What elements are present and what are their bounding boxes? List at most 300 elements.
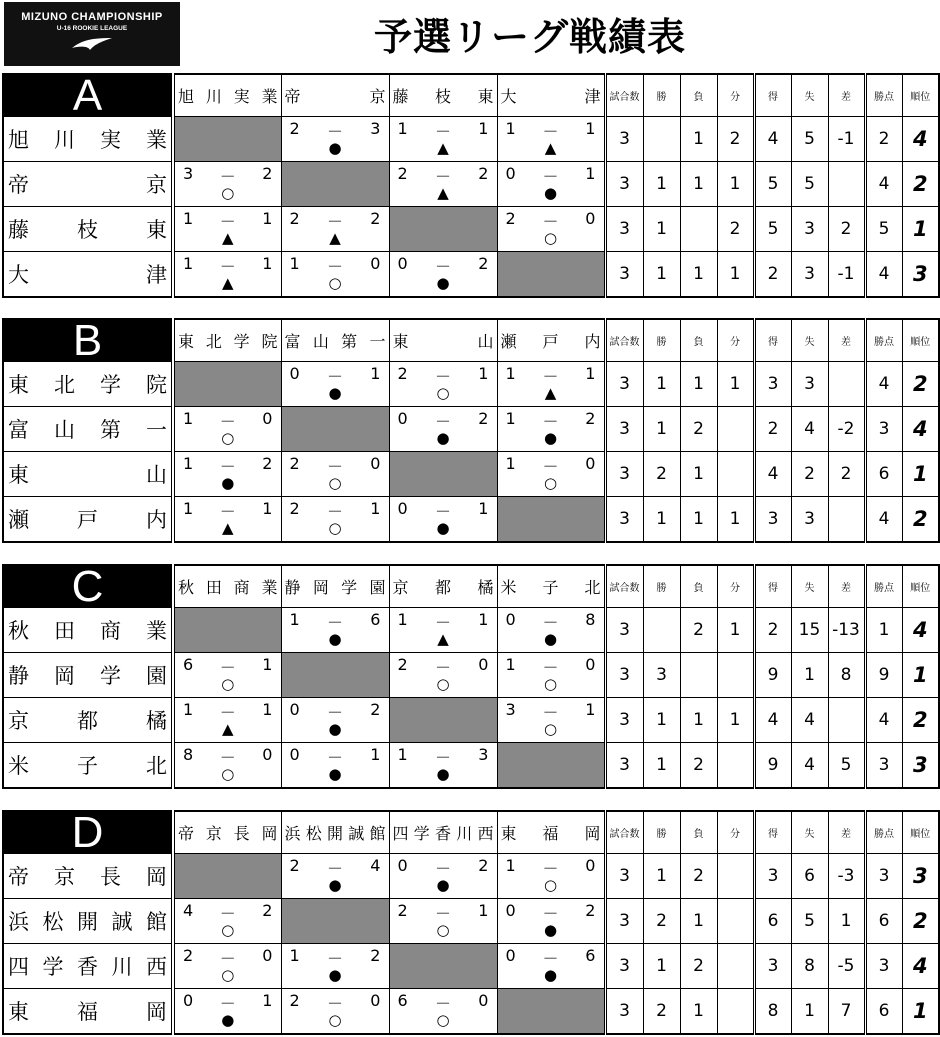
stat-games: 3 [605,653,643,698]
page-title: 予選リーグ戦績表 [374,15,687,59]
stat-wins: 2 [643,899,680,944]
stat-header: 順位 [902,74,939,117]
team-name-text: 瀬 戸 内 [500,332,601,351]
score-home: 1 [183,209,194,228]
win-mark: ○ [328,474,342,492]
score-away: 2 [370,946,381,965]
stat-rank: 3 [902,743,939,789]
stat-wins: 1 [643,497,680,543]
team-name-text: 帝 京 長 岡 [178,824,278,843]
match-result-cell [281,743,389,789]
match-result-cell [173,944,281,989]
draw-mark: ▲ [221,519,234,537]
win-mark: ○ [221,675,235,693]
stat-header: 順位 [902,319,939,362]
score-dash: － [542,859,559,878]
score-away: 0 [478,655,489,674]
stat-goals-against: 6 [791,854,828,899]
team-name-text: 藤 枝 東 [392,87,494,106]
stat-games: 3 [605,743,643,789]
score-home: 0 [289,745,300,764]
score-away: 2 [370,209,381,228]
win-mark: ○ [221,921,235,939]
stat-games: 3 [605,407,643,452]
team-row [3,252,939,298]
stat-games: 3 [605,698,643,743]
score-away: 0 [262,946,273,965]
match-result-cell [497,854,605,899]
stat-goals-for: 2 [754,252,791,298]
stat-goals-for: 8 [754,989,791,1035]
stat-header: 得 [754,319,791,362]
stat-rank: 1 [902,452,939,497]
team-row [3,854,939,899]
match-result-cell [389,989,497,1035]
score-dash: － [326,212,343,231]
stat-losses: 1 [680,252,717,298]
stat-goal-diff: -2 [828,407,865,452]
stat-goal-diff [828,362,865,407]
score-away: 2 [478,856,489,875]
stat-goals-for: 4 [754,698,791,743]
score-home: 0 [397,254,408,273]
stat-goals-against: 1 [791,653,828,698]
league-table-a [2,73,940,298]
self-match-cell [497,743,605,789]
self-match-cell [281,407,389,452]
draw-mark: ▲ [544,384,557,402]
match-result-cell [497,899,605,944]
score-away: 1 [478,119,489,138]
win-mark: ○ [436,1011,450,1029]
score-away: 3 [478,745,489,764]
stat-points: 3 [865,407,902,452]
stat-games: 3 [605,854,643,899]
team-row [3,162,939,207]
stat-goals-against: 5 [791,117,828,162]
score-dash: － [219,748,236,767]
stat-losses: 2 [680,743,717,789]
self-match-cell [497,497,605,543]
loss-mark: ● [328,765,342,783]
stat-goal-diff: 5 [828,743,865,789]
stat-header: 得 [754,74,791,117]
row-team-name [3,452,173,497]
score-away: 0 [585,655,596,674]
win-mark: ○ [328,274,342,292]
row-team-name [3,653,173,698]
stat-goals-against: 4 [791,698,828,743]
score-away: 1 [585,164,596,183]
stat-games: 3 [605,497,643,543]
score-dash: － [326,703,343,722]
score-away: 0 [585,856,596,875]
score-dash: － [219,703,236,722]
team-name-text: 帝 京 長 岡 [8,865,167,889]
score-away: 1 [262,499,273,518]
stat-header: 差 [828,565,865,608]
loss-mark: ● [543,966,558,984]
stat-goal-diff: -13 [828,608,865,653]
stat-rank: 2 [902,899,939,944]
stat-rank: 1 [902,207,939,252]
loss-mark: ● [436,429,450,447]
score-home: 2 [289,856,300,875]
stat-wins: 1 [643,854,680,899]
score-dash: － [219,949,236,968]
team-name-text: 旭 川 実 業 [8,128,167,152]
stat-header: 失 [791,811,828,854]
stat-header: 分 [717,74,754,117]
stat-goals-against: 3 [791,252,828,298]
column-team-name [173,319,281,362]
team-name-text: 米 子 北 [500,578,601,597]
match-result-cell [173,407,281,452]
match-result-cell [497,162,605,207]
score-home: 1 [505,409,516,428]
self-match-cell [389,207,497,252]
score-dash: － [326,367,343,386]
score-dash: － [219,167,236,186]
team-name-text: 富 山 第 一 [8,418,167,442]
match-result-cell [497,407,605,452]
stat-header: 順位 [902,565,939,608]
score-home: 0 [289,700,300,719]
column-team-name [173,811,281,854]
column-team-name [281,565,389,608]
loss-mark: ● [543,921,558,939]
stat-rank: 2 [902,497,939,543]
stat-header: 勝点 [865,74,902,117]
score-dash: － [434,367,451,386]
score-home: 4 [183,901,194,920]
stat-header: 負 [680,74,717,117]
loss-mark: ● [436,765,450,783]
stat-goals-against: 5 [791,162,828,207]
stat-games: 3 [605,944,643,989]
column-team-name [389,811,497,854]
team-name-text: 浜 松 開 誠 館 [284,824,386,843]
team-name-text: 四 学 香 川 西 [8,955,167,979]
score-dash: － [326,748,343,767]
stat-games: 3 [605,608,643,653]
stat-draws: 1 [717,252,754,298]
draw-mark: ▲ [221,720,234,738]
stat-header: 分 [717,319,754,362]
stat-draws [717,854,754,899]
stat-wins: 1 [643,407,680,452]
team-row [3,608,939,653]
score-away: 1 [262,991,273,1010]
team-name-text: 四 学 香 川 西 [392,824,494,843]
self-match-cell [281,899,389,944]
score-home: 1 [505,856,516,875]
stat-goals-for: 5 [754,162,791,207]
score-away: 0 [585,454,596,473]
score-dash: － [542,949,559,968]
stat-games: 3 [605,899,643,944]
score-dash: － [219,257,236,276]
match-result-cell [497,207,605,252]
stat-losses: 1 [680,698,717,743]
score-home: 0 [397,856,408,875]
score-away: 1 [585,119,596,138]
score-dash: － [326,502,343,521]
team-name-text: 東 山 [392,332,494,351]
stat-wins: 1 [643,362,680,407]
match-result-cell [173,162,281,207]
stat-goal-diff: -5 [828,944,865,989]
row-team-name [3,207,173,252]
score-home: 1 [183,454,194,473]
stat-goals-for: 4 [754,452,791,497]
row-team-name [3,362,173,407]
stat-rank: 1 [902,989,939,1035]
match-result-cell [281,452,389,497]
stat-header: 勝点 [865,811,902,854]
stat-header: 分 [717,565,754,608]
team-name-text: 秋 田 商 業 [178,578,278,597]
stat-header: 得 [754,565,791,608]
stat-games: 3 [605,252,643,298]
score-dash: － [542,412,559,431]
stat-games: 3 [605,362,643,407]
score-away: 2 [478,409,489,428]
stat-games: 3 [605,207,643,252]
self-match-cell [389,698,497,743]
score-dash: － [542,658,559,677]
match-result-cell [497,698,605,743]
team-name-text: 帝 京 [8,173,167,197]
team-row [3,989,939,1035]
stat-goal-diff: -3 [828,854,865,899]
loss-mark: ● [436,519,450,537]
stat-games: 3 [605,989,643,1035]
stat-goals-against: 3 [791,362,828,407]
loss-mark: ● [328,139,342,157]
team-name-text: 旭 川 実 業 [178,87,278,106]
score-away: 0 [262,745,273,764]
stat-goal-diff: 7 [828,989,865,1035]
column-team-name [497,74,605,117]
stat-points: 3 [865,743,902,789]
draw-mark: ▲ [221,229,234,247]
stat-points: 2 [865,117,902,162]
row-team-name [3,117,173,162]
score-dash: － [542,613,559,632]
row-team-name [3,944,173,989]
self-match-cell [389,944,497,989]
win-mark: ○ [221,184,235,202]
stat-losses: 1 [680,362,717,407]
score-away: 2 [262,901,273,920]
row-team-name [3,608,173,653]
column-team-name [389,319,497,362]
stat-header: 分 [717,811,754,854]
stat-games: 3 [605,117,643,162]
self-match-cell [173,608,281,653]
league-letter: D [3,811,173,854]
stat-points: 4 [865,252,902,298]
match-result-cell [389,252,497,298]
score-home: 1 [505,655,516,674]
team-row [3,743,939,789]
stat-rank: 4 [902,608,939,653]
team-name-text: 静 岡 学 園 [284,578,386,597]
column-team-name [281,811,389,854]
score-home: 1 [505,119,516,138]
score-away: 1 [262,254,273,273]
score-home: 0 [505,946,516,965]
score-home: 1 [183,700,194,719]
score-away: 3 [370,119,381,138]
league-letter: A [3,74,173,117]
stat-wins: 1 [643,162,680,207]
loss-mark: ● [328,966,342,984]
team-name-text: 帝 京 [284,87,386,106]
stat-losses: 2 [680,854,717,899]
self-match-cell [497,989,605,1035]
stat-header: 試合数 [605,74,643,117]
draw-mark: ▲ [437,630,449,648]
stat-header: 試合数 [605,565,643,608]
stat-games: 3 [605,452,643,497]
score-away: 2 [585,901,596,920]
score-away: 2 [585,409,596,428]
column-team-name [497,319,605,362]
score-away: 1 [478,499,489,518]
row-team-name [3,407,173,452]
stat-wins: 3 [643,653,680,698]
stat-rank: 2 [902,698,939,743]
stat-wins [643,117,680,162]
score-dash: － [326,257,343,276]
match-result-cell [497,362,605,407]
stat-rank: 4 [902,944,939,989]
score-away: 0 [370,991,381,1010]
score-home: 6 [183,655,194,674]
loss-mark: ● [328,720,342,738]
self-match-cell [281,162,389,207]
stat-points: 4 [865,497,902,543]
stat-goals-for: 9 [754,653,791,698]
stat-losses: 2 [680,944,717,989]
league-table-c [2,564,940,789]
stat-header: 差 [828,811,865,854]
score-dash: － [434,748,451,767]
team-name-text: 静 岡 学 園 [8,664,167,688]
match-result-cell [389,653,497,698]
stat-draws [717,944,754,989]
match-result-cell [389,899,497,944]
team-name-text: 東 山 [8,463,167,487]
score-dash: － [219,904,236,923]
score-home: 0 [289,364,300,383]
stat-goals-for: 3 [754,362,791,407]
match-result-cell [389,407,497,452]
team-name-text: 東 福 岡 [500,824,601,843]
score-dash: － [542,904,559,923]
score-dash: － [326,457,343,476]
match-result-cell [173,989,281,1035]
stat-draws: 2 [717,207,754,252]
team-name-text: 京 都 橘 [8,709,167,733]
team-name-text: 東 福 岡 [8,1000,167,1024]
match-result-cell [389,497,497,543]
match-result-cell [281,362,389,407]
loss-mark: ● [543,429,558,447]
win-mark: ○ [543,720,558,738]
stat-losses: 2 [680,608,717,653]
loss-mark: ● [543,184,558,202]
team-name-text: 浜 松 開 誠 館 [8,910,167,934]
score-away: 1 [585,364,596,383]
stat-points: 5 [865,207,902,252]
stat-goal-diff: -1 [828,252,865,298]
team-name-text: 大 津 [500,87,601,106]
score-home: 0 [505,164,516,183]
match-result-cell [389,117,497,162]
score-home: 1 [183,409,194,428]
match-result-cell [281,944,389,989]
match-result-cell [281,497,389,543]
column-team-name [497,565,605,608]
score-home: 1 [289,946,300,965]
self-match-cell [389,452,497,497]
stat-losses: 2 [680,407,717,452]
score-home: 1 [289,610,300,629]
score-home: 1 [397,610,408,629]
score-dash: － [326,122,343,141]
score-dash: － [326,859,343,878]
column-team-name [389,74,497,117]
stat-losses: 1 [680,899,717,944]
match-result-cell [173,497,281,543]
score-away: 0 [585,209,596,228]
column-team-name [173,565,281,608]
win-mark: ○ [328,1011,342,1029]
match-result-cell [389,608,497,653]
stat-header: 勝 [643,319,680,362]
stat-header: 負 [680,565,717,608]
score-dash: － [434,167,451,186]
team-row [3,362,939,407]
score-dash: － [434,412,451,431]
stat-goal-diff: 1 [828,899,865,944]
match-result-cell [173,252,281,298]
loss-mark: ● [436,876,450,894]
win-mark: ○ [543,675,558,693]
match-result-cell [389,743,497,789]
stat-points: 4 [865,362,902,407]
stat-draws: 1 [717,362,754,407]
stat-points: 4 [865,698,902,743]
stat-header: 順位 [902,811,939,854]
match-result-cell [497,608,605,653]
score-dash: － [326,994,343,1013]
column-team-name [281,74,389,117]
draw-mark: ▲ [544,139,557,157]
team-row [3,698,939,743]
team-row [3,497,939,543]
score-dash: － [219,658,236,677]
score-dash: － [434,658,451,677]
stat-goal-diff: -1 [828,117,865,162]
score-home: 0 [397,409,408,428]
match-result-cell [281,252,389,298]
stat-rank: 2 [902,162,939,207]
stat-losses: 1 [680,117,717,162]
